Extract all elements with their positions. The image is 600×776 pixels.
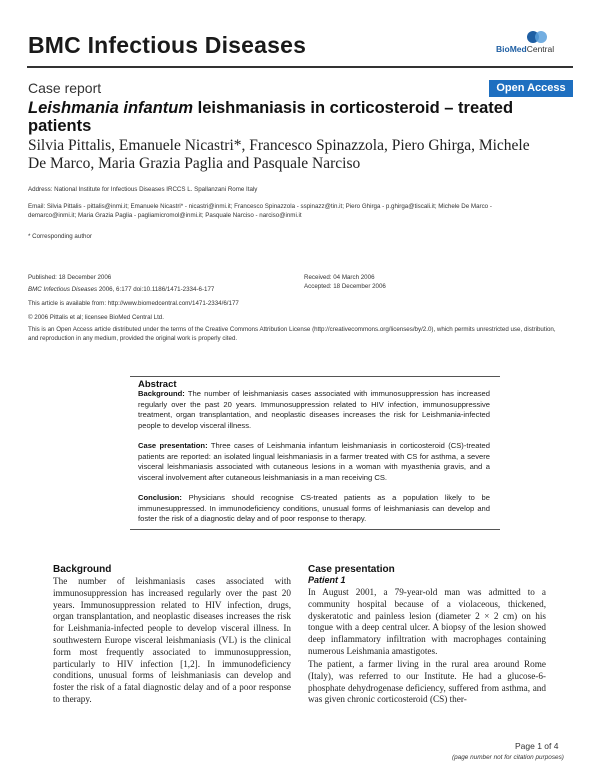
abstract-background-text: The number of leishmaniasis cases associated with immunosuppression has increased regularly over the past 20 years. Immunosuppression related to HIV infection, immunosuppressive treatment, organ transplantation, and neoplastic diseases increases the risk for Leishmania-infected people to develop visceral illness. [138,389,490,430]
page-number: Page 1 of 4 [515,741,559,751]
citation-journal: BMC Infectious Diseases [28,286,98,293]
citation-line [28,286,214,295]
abstract-conclusion [138,493,490,525]
logo-bio-text: BioMed [496,44,527,54]
article-title [28,99,548,135]
abstract-heading: Abstract [138,379,177,390]
abstract-case [138,441,490,483]
abstract-conclusion-label: Conclusion: [138,493,182,502]
title-rest: leishmaniasis in corticosteroid – treated patients [28,99,514,135]
corresponding-note: * Corresponding author [28,233,92,240]
abstract-background [138,389,490,431]
background-heading: Background [53,564,112,575]
abstract-background-label: Background: [138,389,185,398]
journal-title: BMC Infectious Diseases [28,32,307,58]
abstract-conclusion-text: Physicians should recognise CS-treated patients as a population likely to be immunesuppressed. In immunodeficiency conditions, unusual forms of leishmaniasis can develop and foster the risk of a diagnostic delay and of poor response to therapy. [138,493,490,524]
citation-details: 2006, 6:177 doi:10.1186/1471-2334-6-177 [97,286,215,293]
patient-1-paragraph-2: The patient, a farmer living in the rural area around Rome (Italy), was referred to our Institute. He had a glucose-6-phosphate dehydrogenase deficiency, suffered from asthma, and was given chronic corticosteroid (CS) ther- [308,659,546,705]
biomed-central-logo[interactable] [496,30,574,58]
title-italic: Leishmania infantum [28,99,194,117]
abstract-case-label: Case presentation: [138,441,208,450]
accepted-date: Accepted: 18 December 2006 [304,283,386,290]
author-emails: Email: Silvia Pittalis - pittalis@inmi.it; Emanuele Nicastri* - nicastri@inmi.it; Francesco Spinazzola - sspinazz@tin.it; Piero Ghirga - p.ghirga@tiscali.it; Michele De Marco - demarco@inmi.it; Maria Grazia Paglia - pagliamicromol@inmi.it; Pasquale Narciso - narciso@inmi.it [28,203,492,219]
abstract-case-text: Three cases of Leishmania infantum leishmaniasis in corticosteroid (CS)-treated patients are reported: an isolated lingual leishmaniasis in a farmer treated with CS for asthma, a severe visceral leishmaniasis associated with cutaneous lesions in a woman with myasthenia gravis, and a visceral involvement after cutaneous leishmaniasis in a man receiving CS. [138,441,490,482]
author-list: Silvia Pittalis, Emanuele Nicastri*, Francesco Spinazzola, Piero Ghirga, Michele De Marco, Maria Grazia Paglia and Pasquale Narciso [28,137,530,172]
copyright: © 2006 Pittalis et al; licensee BioMed Central Ltd. [28,314,164,321]
page-number-note: (page number not for citation purposes) [452,754,564,761]
received-date: Received: 04 March 2006 [304,274,375,281]
open-access-badge[interactable]: Open Access [489,80,573,97]
license-statement: This is an Open Access article distributed under the terms of the Creative Commons Attribution License (http://creativecommons.org/licenses/by/2.0), which permits unrestricted use, distribution, and reproduction in any medium, provided the original work is properly cited. [28,326,556,342]
background-body: The number of leishmaniasis cases associated with immunosuppression has increased regularly over the past 20 years. Immunosuppression related to HIV infection, drugs, organ transplantation, and neoplastic diseases increases the risk for Leishmania-infected people to develop visceral illness. In southwestern Europe visceral leishmaniasis (VL) is the clinical form most frequently associated to immunosuppression, particularly to HIV infection [1,2]. In immunodeficiency conditions, unusual forms of leishmaniasis can develop and foster the risk of a fatal diagnostic delay and of a poor response to therapy. [53,576,291,704]
affiliation-address: Address: National Institute for Infectious Diseases IRCCS L. Spallanzani Rome Italy [28,186,258,193]
article-type: Case report [28,80,102,96]
article-url[interactable]: This article is available from: http://www.biomedcentral.com/1471-2334/6/177 [28,300,239,307]
header-rule [27,66,573,68]
patient-1-paragraph-1: In August 2001, a 79-year-old man was admitted to a community hospital because of a violaceous, thickened, dyskeratotic and painless lesion (diameter 2 × 2 cm) on his tongue with a deep central ulcer. A biopsy of the lesion showed deep inflammatory infiltration with macrophages containing numerous Leishmania amastigotes. [308,587,546,656]
patient-1-heading: Patient 1 [308,575,346,585]
published-date: Published: 18 December 2006 [28,274,112,281]
biomed-logo-icon [526,30,548,44]
case-presentation-heading: Case presentation [308,564,395,575]
logo-central-text: Central [526,44,555,54]
